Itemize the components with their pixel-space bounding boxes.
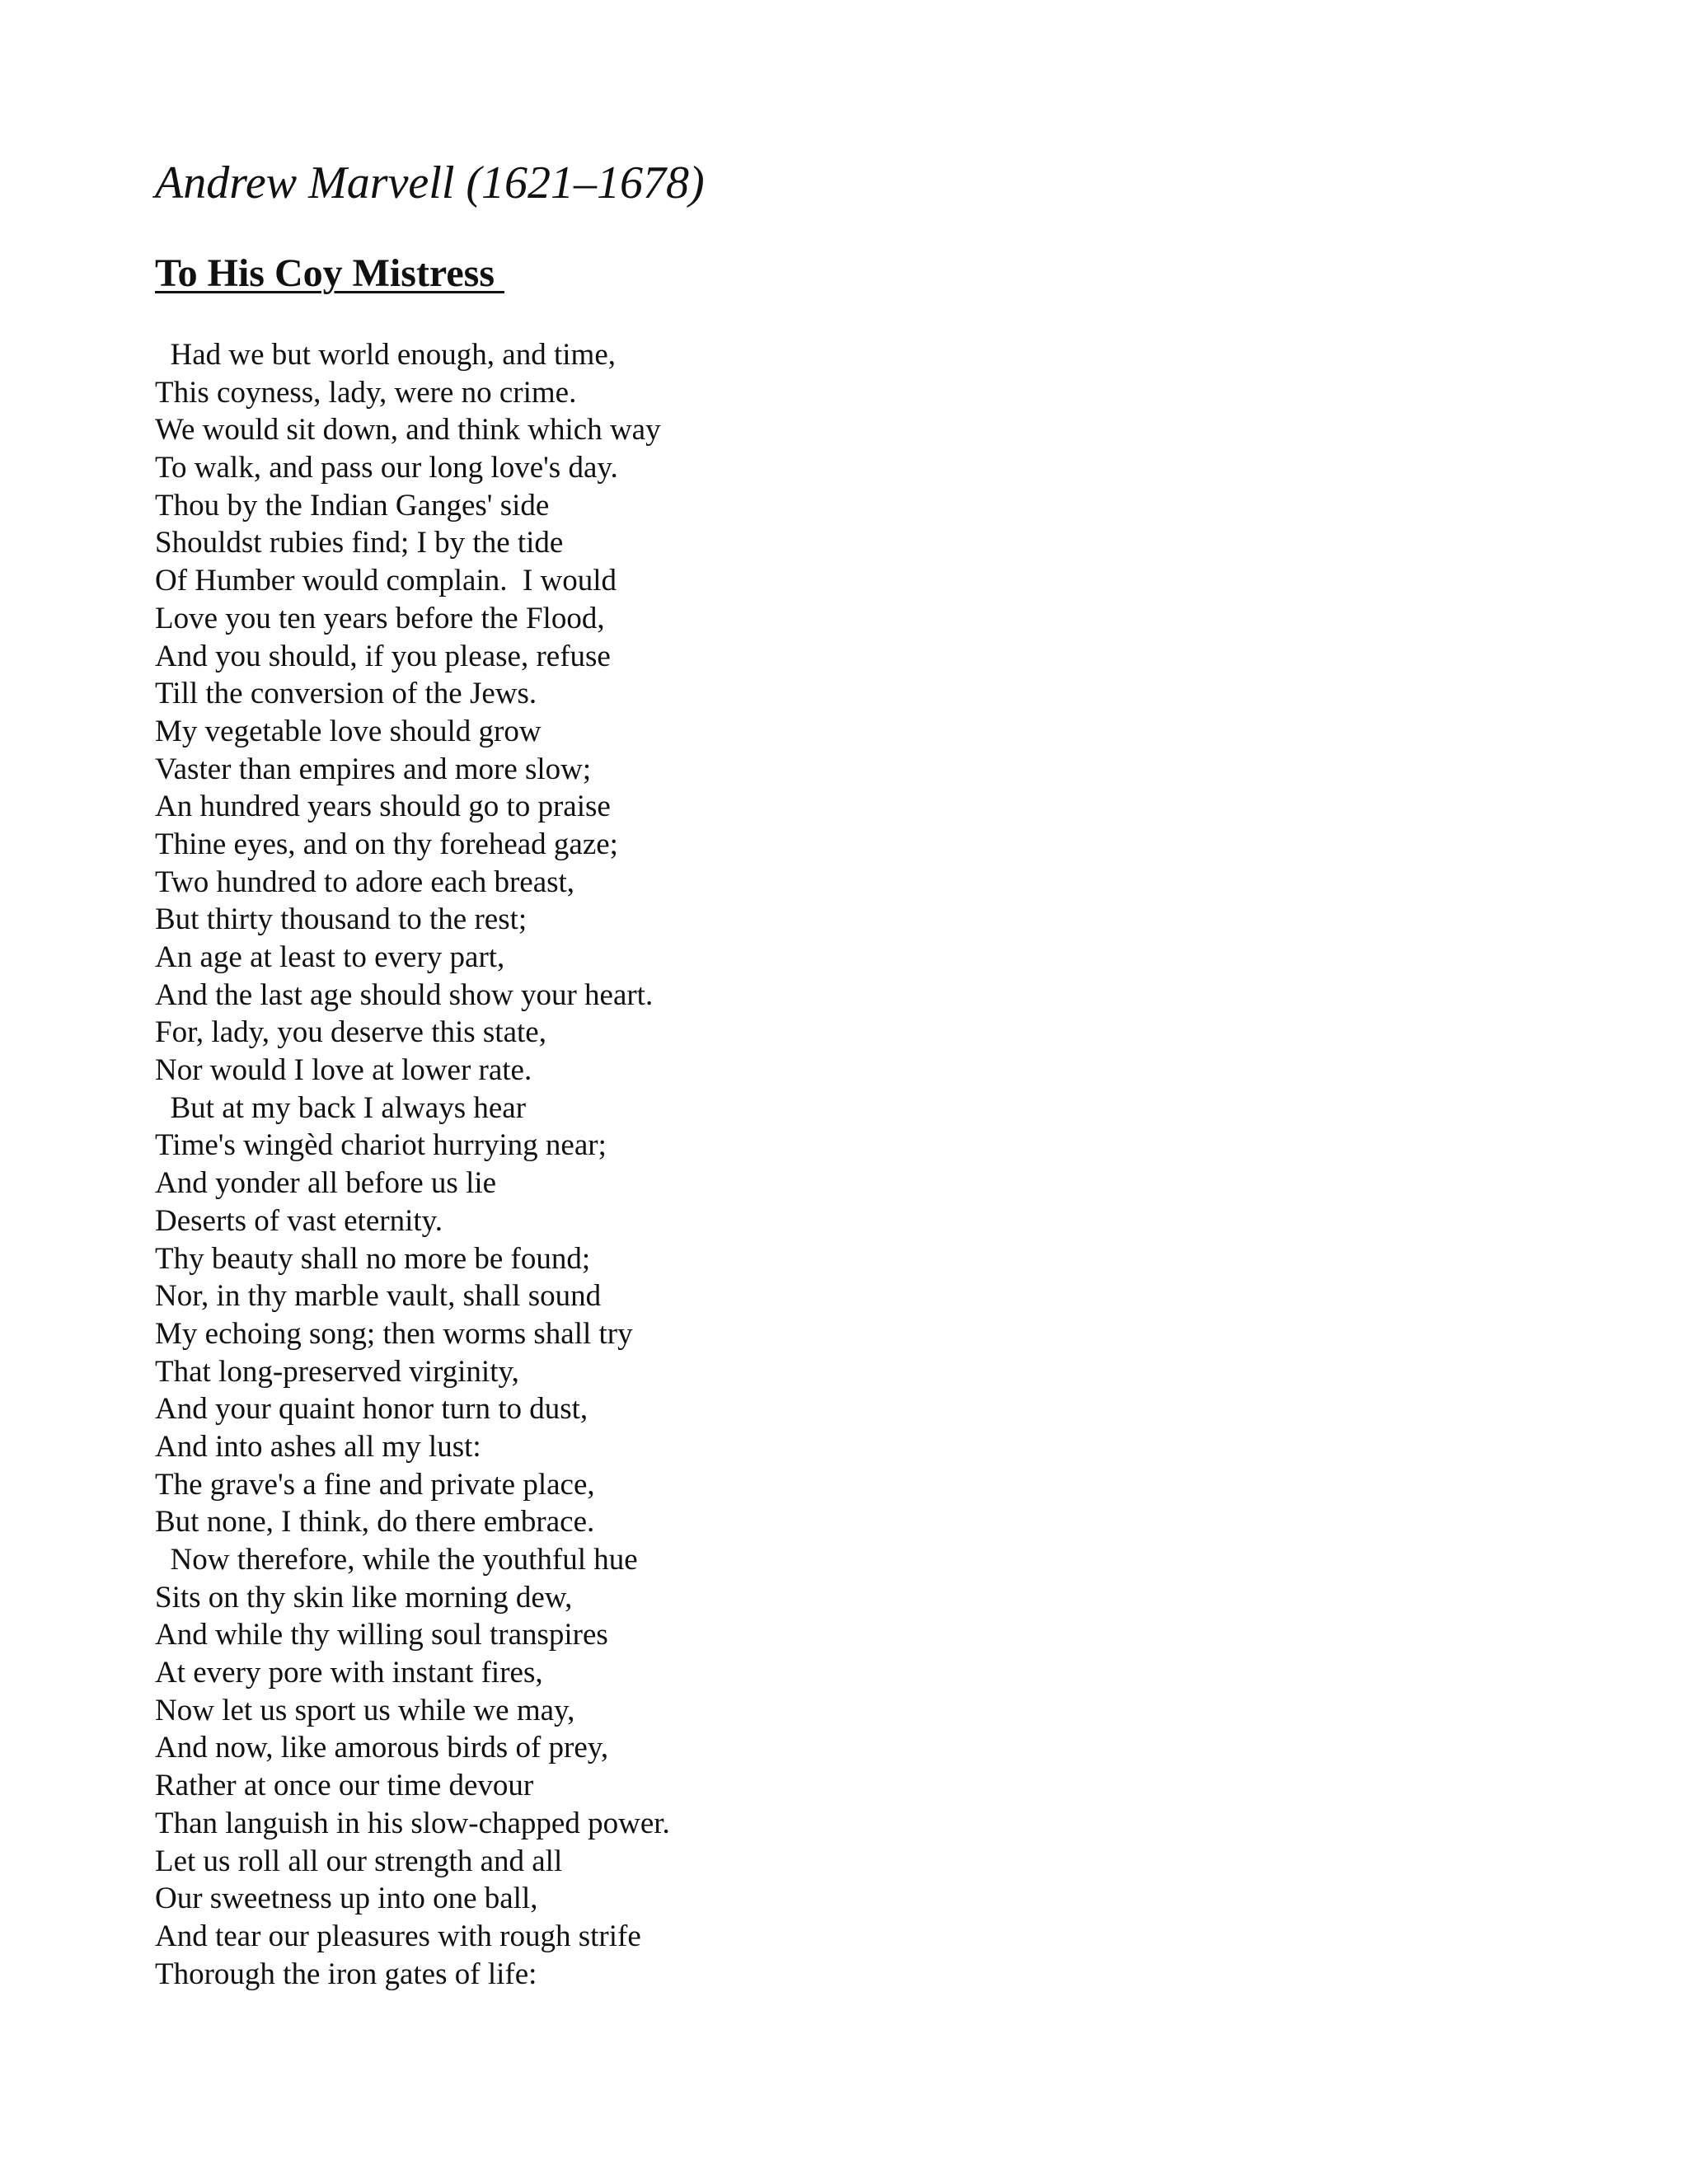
poem-line: Thorough the iron gates of life: (155, 1957, 537, 1991)
poem-line: And tear our pleasures with rough strife (155, 1919, 641, 1953)
poem-line: At every pore with instant fires, (155, 1656, 543, 1690)
poem-title: To His Coy Mistress (155, 251, 505, 295)
poem-line: Now let us sport us while we may, (155, 1693, 575, 1727)
poem-line: We would sit down, and think which way (155, 413, 661, 448)
poem-line: And your quaint honor turn to dust, (155, 1392, 588, 1427)
poem-line: My echoing song; then worms shall try (155, 1316, 633, 1351)
poem-line: This coyness, lady, were no crime. (155, 375, 577, 410)
poem-line: Time's wingèd chariot hurrying near; (155, 1128, 607, 1163)
poem-line: To walk, and pass our long love's day. (155, 451, 618, 485)
poem-line: My vegetable love should grow (155, 714, 542, 748)
poem-line: And you should, if you please, refuse (155, 639, 611, 673)
poem-line: That long-preserved virginity, (155, 1354, 519, 1389)
poem-line: Had we but world enough, and time, (155, 338, 616, 372)
poem-line: Nor would I love at lower rate. (155, 1053, 532, 1088)
poem-line: Love you ten years before the Flood, (155, 601, 605, 635)
poem-line: Till the conversion of the Jews. (155, 677, 537, 711)
poem-line: An age at least to every part, (155, 940, 505, 974)
poem-line: But at my back I always hear (155, 1090, 527, 1125)
poem-line: Our sweetness up into one ball, (155, 1882, 538, 1916)
poem-line: And the last age should show your heart. (155, 977, 654, 1012)
poem-line: The grave's a fine and private place, (155, 1467, 595, 1502)
poem-line: Thine eyes, and on thy forehead gaze; (155, 827, 618, 861)
poem-line: For, lady, you deserve this state, (155, 1015, 546, 1050)
poem-line: Thy beauty shall no more be found; (155, 1241, 591, 1276)
poem-line: Now therefore, while the youthful hue (155, 1543, 638, 1577)
poem-line: An hundred years should go to praise (155, 790, 611, 824)
poem-line: Of Humber would complain. I would (155, 564, 617, 598)
poem-body (155, 336, 1556, 1993)
poem-line: Thou by the Indian Ganges' side (155, 488, 550, 523)
poem-line: Vaster than empires and more slow; (155, 752, 592, 786)
poem-line: And now, like amorous birds of prey, (155, 1731, 609, 1765)
poem-line: Rather at once our time devour (155, 1769, 534, 1803)
poem-line: And while thy willing soul transpires (155, 1618, 608, 1652)
poem-line: Sits on thy skin like morning dew, (155, 1580, 573, 1615)
author-heading: Andrew Marvell (1621–1678) (155, 157, 705, 209)
poem-line: Deserts of vast eternity. (155, 1203, 443, 1238)
poem-line: Let us roll all our strength and all (155, 1844, 563, 1878)
poem-line: Than languish in his slow-chapped power. (155, 1806, 670, 1840)
poem-line: Nor, in thy marble vault, shall sound (155, 1279, 602, 1314)
poem-line: Shouldst rubies find; I by the tide (155, 526, 564, 560)
poem-line: But thirty thousand to the rest; (155, 902, 528, 937)
poem-line: And yonder all before us lie (155, 1166, 497, 1201)
poem-line: And into ashes all my lust: (155, 1429, 481, 1464)
poem-line: But none, I think, do there embrace. (155, 1505, 595, 1540)
poem-line: Two hundred to adore each breast, (155, 865, 575, 899)
